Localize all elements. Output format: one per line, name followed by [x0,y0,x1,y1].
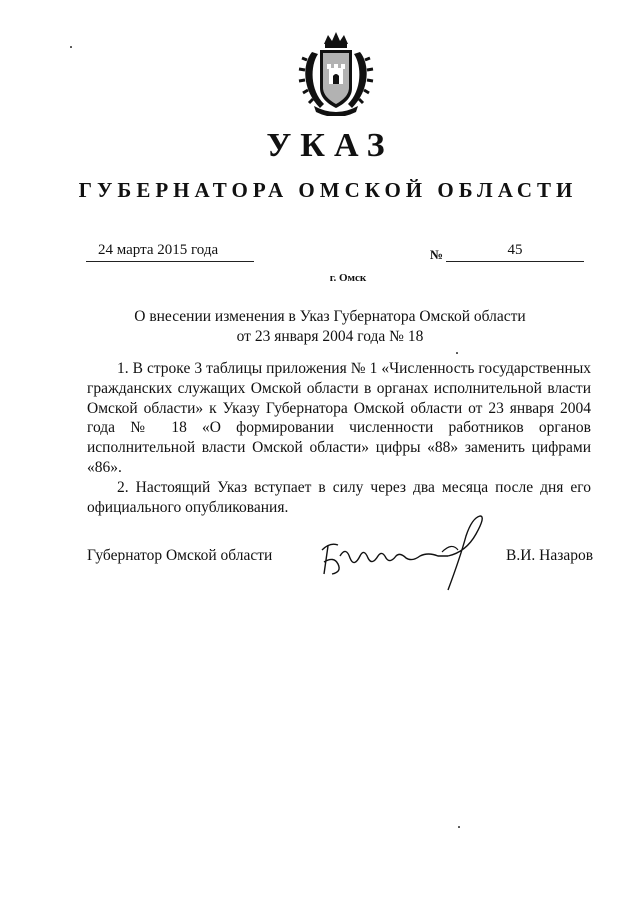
scan-speck [458,826,460,828]
body-paragraph-2: 2. Настоящий Указ вступает в силу через два месяца после дня его официального опубликования. [87,478,591,516]
city-label: г. Омск [329,272,367,284]
number-label: № [430,247,444,262]
coat-of-arms-icon [298,30,374,116]
document-subtitle: ГУБЕРНАТОРА ОМСКОЙ ОБЛАСТИ [78,178,578,202]
subject-line-2: от 23 января 2004 года № 18 [236,328,424,345]
document-date: 24 марта 2015 года [86,242,254,262]
scan-speck [70,46,72,48]
signatory-name: В.И. Назаров [506,547,594,564]
signatory-position: Губернатор Омской области [87,547,273,564]
subject-line-1: О внесении изменения в Указ Губернатора Омской области [134,308,526,325]
document-body [87,359,591,517]
document-title: УКАЗ [266,127,394,164]
document-subject [100,307,560,347]
handwritten-signature [316,512,496,592]
body-paragraph-1: 1. В строке 3 таблицы приложения № 1 «Численность государственных гражданских служащих Омской области в органах исполнительной власти Омской области» к Указу Губернатора Омской области от 23 января 2004 года № 18 «О формировании численности работников органов исполнительной власти Омской области» цифры «88» заменить цифрами «86». [87,360,591,476]
scan-speck [456,352,458,354]
document-number: 45 [446,242,584,262]
